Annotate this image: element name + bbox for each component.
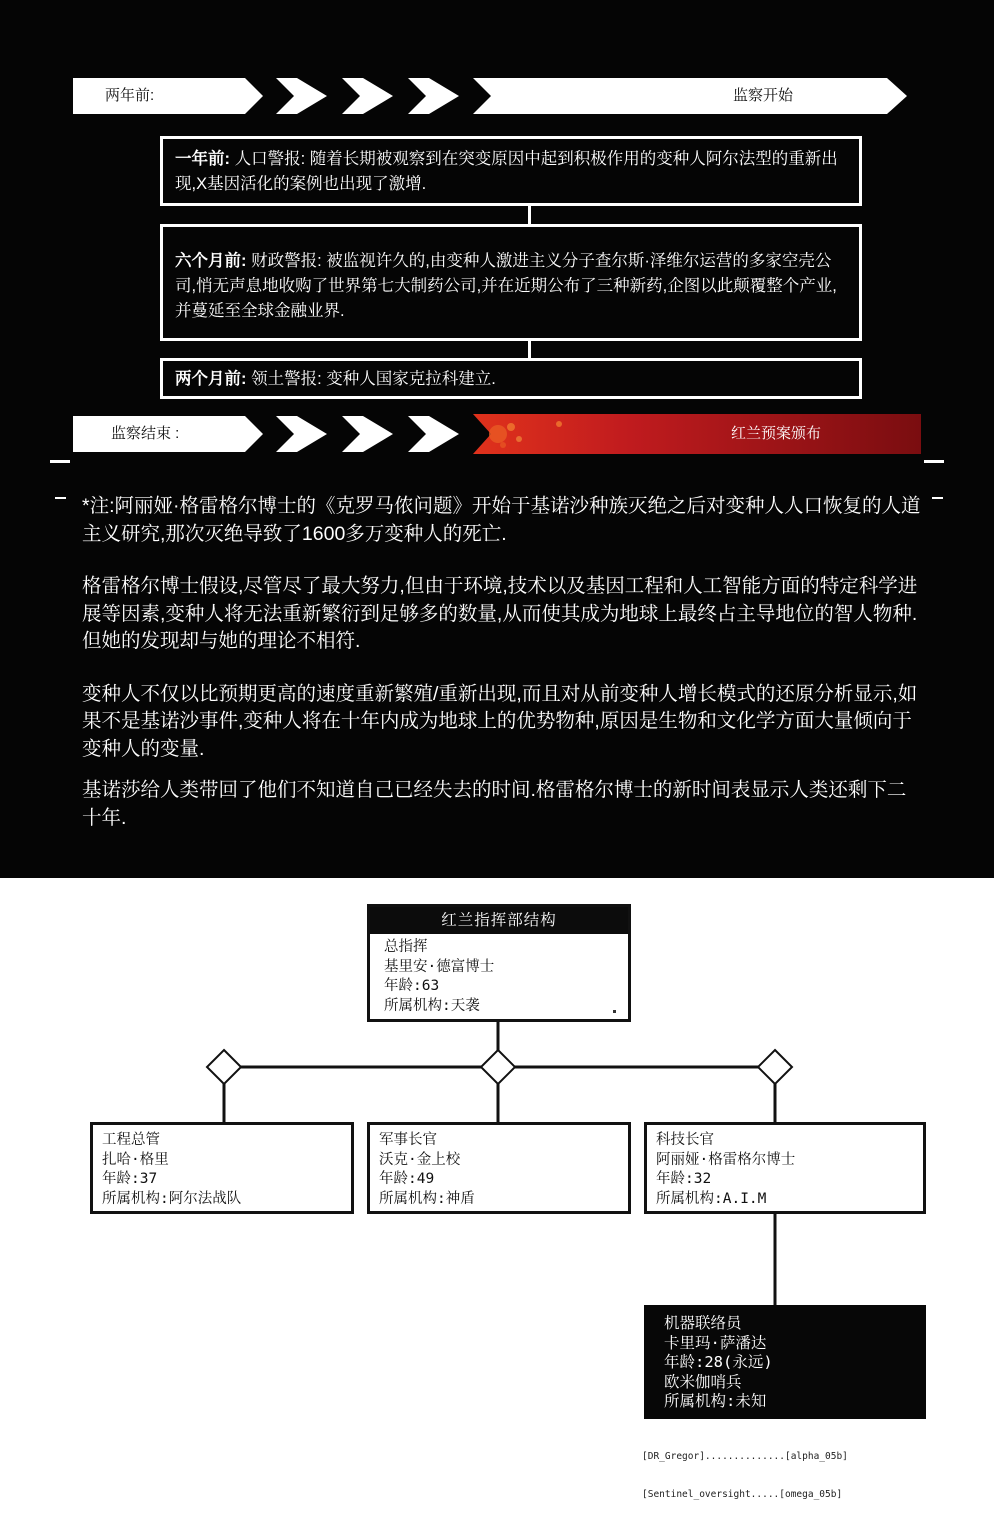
event-one-year: [160, 136, 862, 206]
note-paragraph: 变种人不仅以比预期更高的速度重新繁殖/重新出现,而且对从前变种人增长模式的还原分析显示,如果不是基诺沙事件,变种人将在十年内成为地球上的优势物种,原因是生物和文化学方面大量倾向于变种人的变量.: [82, 682, 918, 760]
division-card-engineering: [90, 1122, 354, 1214]
end-left-label: 监察结束 :: [111, 425, 180, 442]
frame-tick: [932, 497, 943, 499]
liaison-card: [644, 1305, 926, 1419]
card-age: 年龄:37: [102, 1171, 158, 1187]
event-label: 六个月前:: [175, 252, 247, 270]
timeline-start-bar: [73, 76, 909, 116]
card-extra: 欧米伽哨兵: [664, 1372, 742, 1391]
card-name: 扎哈·格里: [102, 1151, 169, 1168]
frame-tick: [50, 460, 70, 463]
commander-card: [367, 904, 631, 1022]
timeline-connector: [528, 340, 531, 359]
division-card-military: [367, 1122, 631, 1214]
event-text: 财政警报: 被监视许久的,由变种人激进主义分子查尔斯·泽维尔运营的多家空壳公司,悄无声息地收购了世界第七大制药公司,并在近期公布了三种新药,企图以此颠覆整个产业,并蔓延至全球金融业界.: [175, 252, 837, 320]
card-role: 总指挥: [384, 939, 428, 955]
decorative-dot: [613, 1010, 616, 1013]
card-name: 卡里玛·萨潘达: [664, 1333, 767, 1352]
card-name: 沃克·金上校: [379, 1151, 461, 1168]
card-name: 阿丽娅·格雷格尔博士: [656, 1151, 796, 1168]
card-role: 科技长官: [656, 1132, 714, 1148]
card-age: 年龄:63: [384, 978, 440, 994]
card-name: 基里安·德富博士: [384, 958, 495, 975]
card-org: 所属机构:天袭: [384, 997, 480, 1014]
event-text: 领土警报: 变种人国家克拉科建立.: [251, 370, 496, 388]
card-role: 军事长官: [379, 1132, 437, 1148]
signature-line: [DR_Gregor]..............[alpha_05b]: [642, 1451, 848, 1462]
card-org: 所属机构:神盾: [379, 1190, 475, 1207]
signature-block: [642, 1426, 848, 1526]
event-label: 一年前:: [175, 150, 230, 168]
card-org: 所属机构:未知: [664, 1392, 767, 1410]
timeline-connector: [528, 205, 531, 225]
card-age: 年龄:49: [379, 1171, 435, 1187]
start-left-label: 两年前:: [105, 87, 155, 104]
card-org: 所属机构:A.I.M: [656, 1190, 767, 1207]
end-right-label: 红兰预案颁布: [731, 425, 822, 442]
event-two-months: [160, 358, 862, 399]
org-chart: [0, 878, 994, 1528]
event-text: 人口警报: 随着长期被观察到在突变原因中起到积极作用的变种人阿尔法型的重新出现,X基因活化的案例也出现了激增.: [175, 150, 838, 193]
org-chart-title: 红兰指挥部结构: [370, 907, 628, 934]
card-org: 所属机构:阿尔法战队: [102, 1190, 242, 1207]
research-notes: [82, 493, 922, 857]
signature-line: [Sentinel_oversight.....[omega_05b]: [642, 1488, 843, 1500]
frame-tick: [924, 460, 944, 463]
event-label: 两个月前:: [175, 370, 247, 388]
frame-tick: [55, 497, 66, 499]
division-card-science: [644, 1122, 926, 1214]
card-role: 机器联络员: [664, 1314, 742, 1332]
note-paragraph: 格雷格尔博士假设,尽管尽了最大努力,但由于环境,技术以及基因工程和人工智能方面的特定科学进展等因素,变种人将无法重新繁衍到足够多的数量,从而使其成为地球上最终占主导地位的智人物种.但她的发现却与她的理论不相符.: [82, 575, 918, 652]
start-right-label: 监察开始: [733, 87, 794, 104]
note-paragraph: 基诺莎给人类带回了他们不知道自己已经失去的时间.格雷格尔博士的新时间表显示人类还剩下二十年.: [82, 779, 907, 829]
card-age: 年龄:28(永远): [664, 1353, 773, 1371]
timeline-end-bar: [73, 414, 921, 454]
note-paragraph: *注:阿丽娅·格雷格尔博士的《克罗马侬问题》开始于基诺沙种族灭绝之后对变种人人口恢复的人道主义研究,那次灭绝导致了1600多万变种人的死亡.: [82, 495, 921, 545]
card-role: 工程总管: [102, 1132, 160, 1148]
card-age: 年龄:32: [656, 1171, 712, 1187]
event-six-months: [160, 224, 862, 341]
